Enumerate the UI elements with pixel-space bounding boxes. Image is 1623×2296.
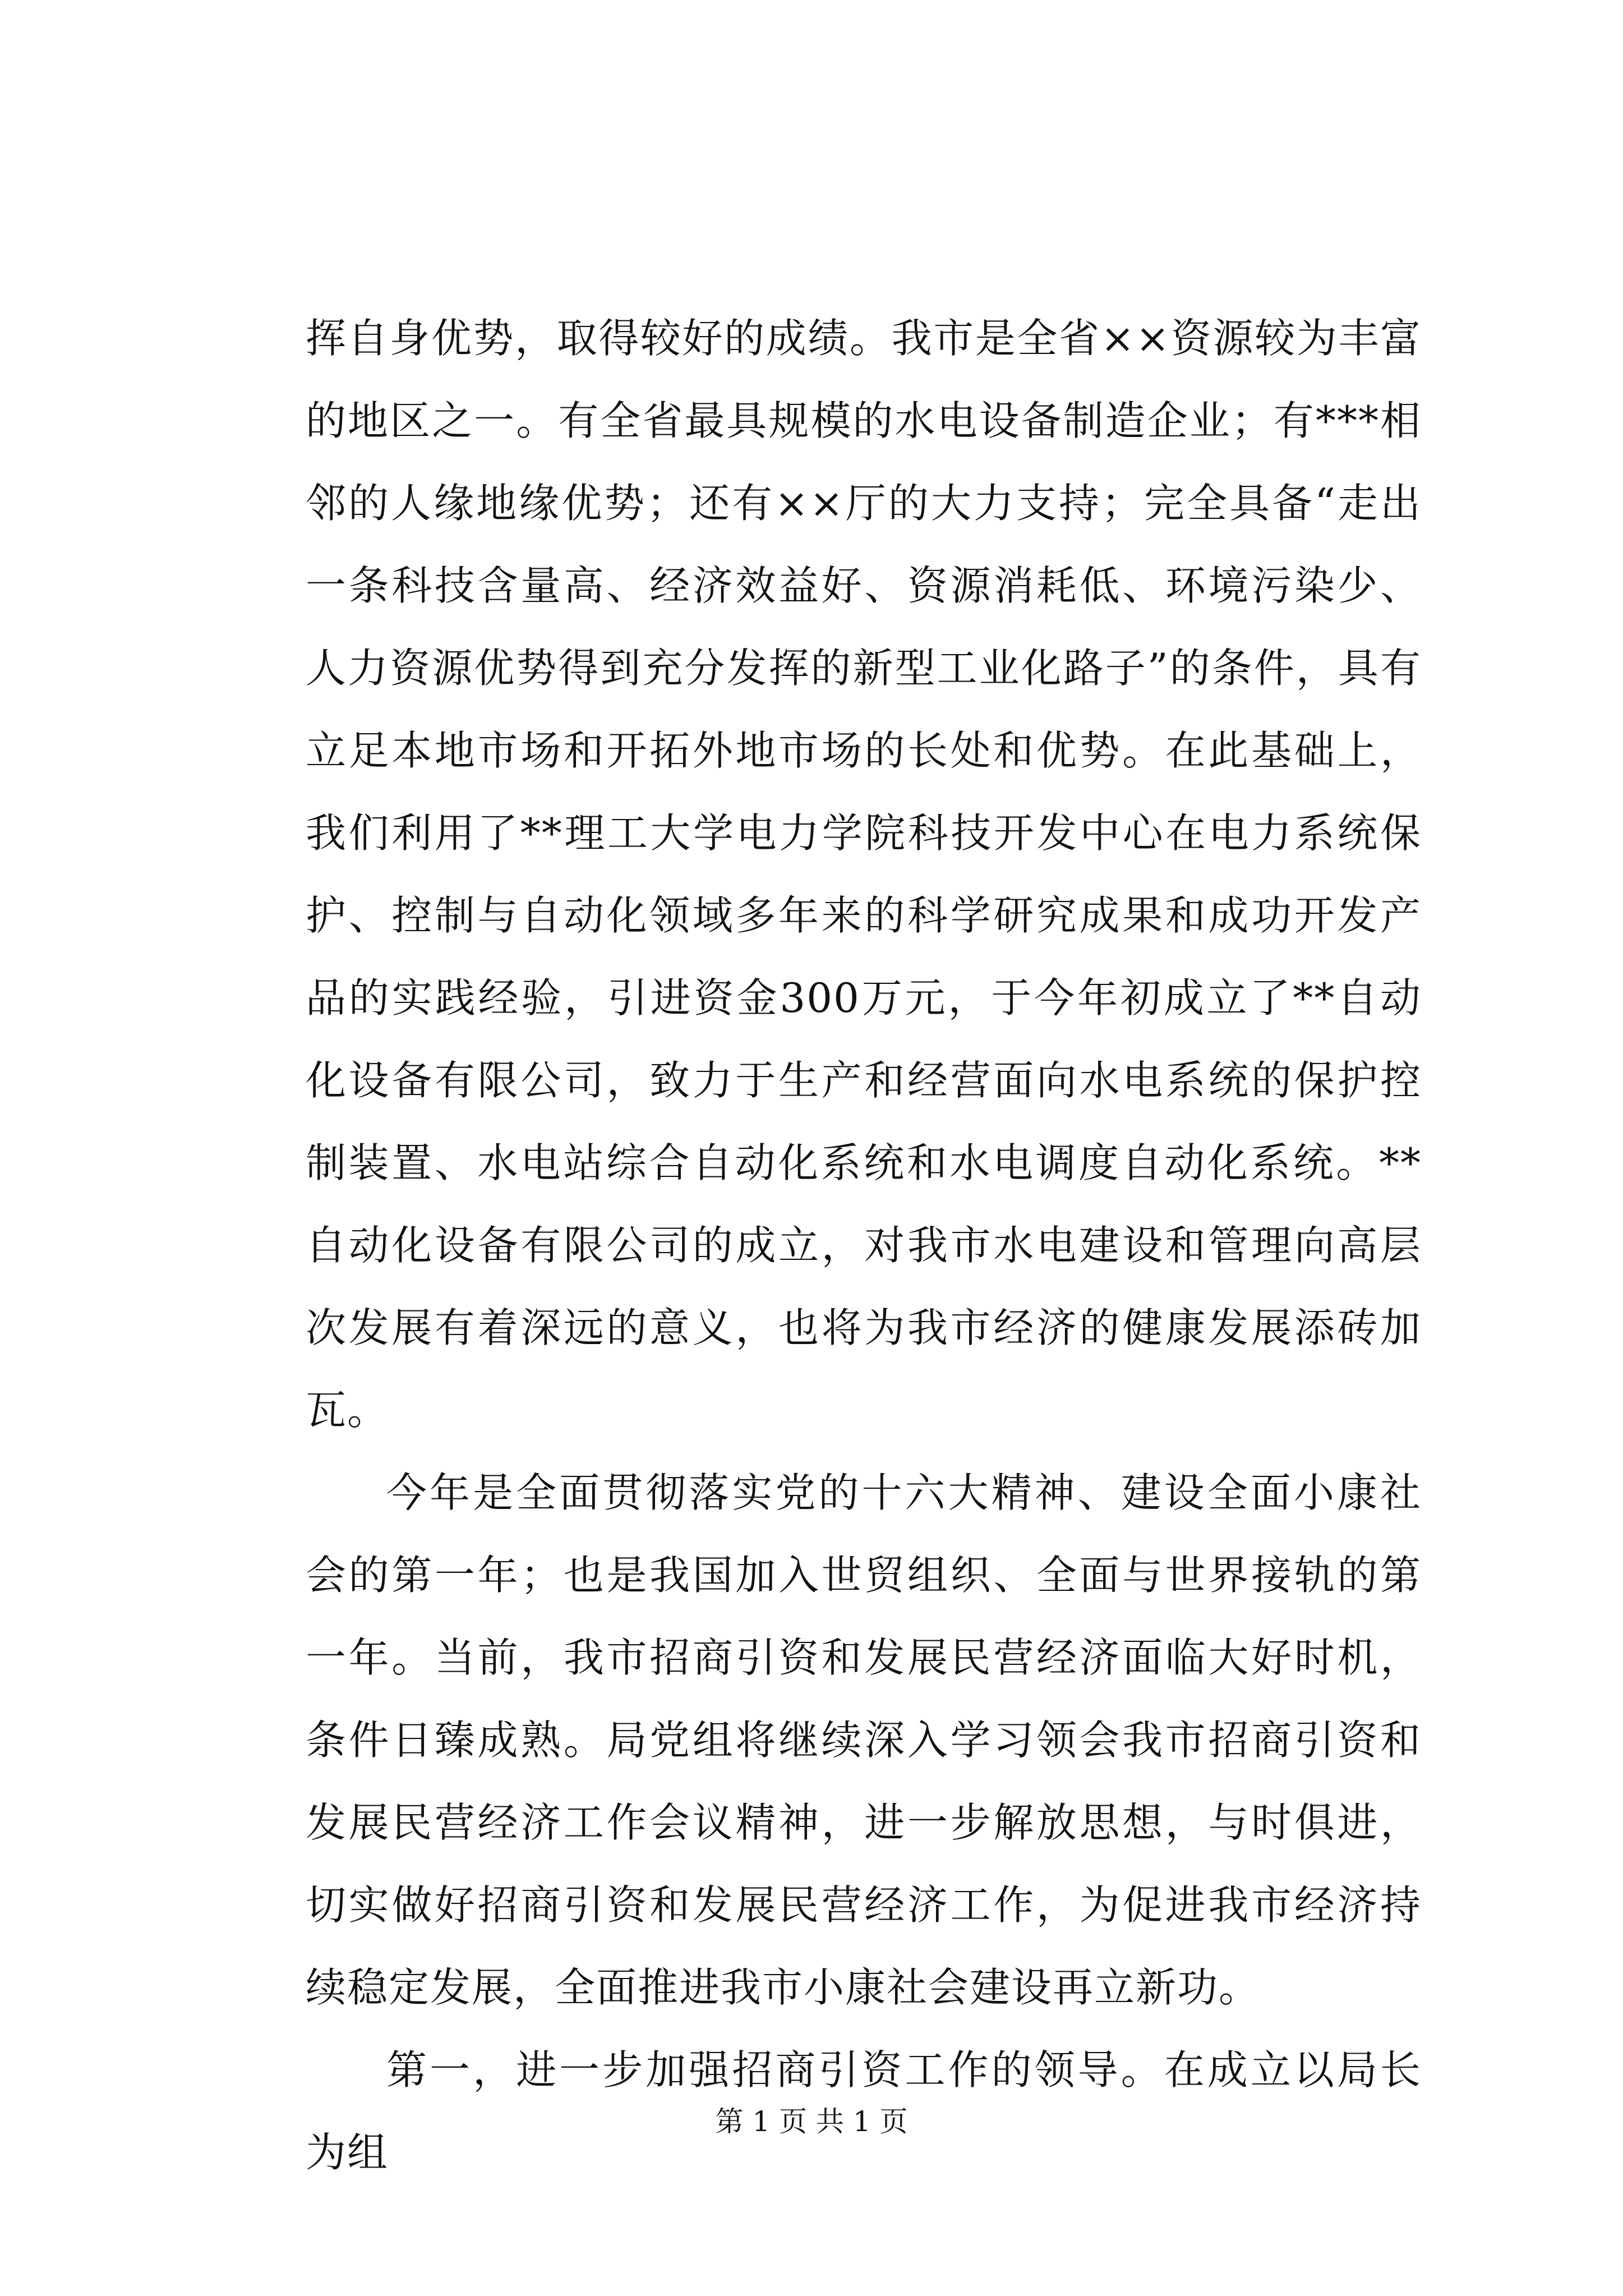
page-footer: 第 1 页 共 1 页 — [715, 2105, 908, 2138]
paragraph: 今年是全面贯彻落实党的十六大精神、建设全面小康社会的第一年；也是我国加入世贸组织、全面与世界接轨的第一年。当前，我市招商引资和发展民营经济面临大好时机，条件日臻成熟。局党组将继续深入学习领会我市招商引资和发展民营经济工作会议精神，进一步解放思想，与时俱进，切实做好招商引资和发展民营经济工作，为促进我市经济持续稳定发展，全面推进我市小康社会建设再立新功。 — [306, 1469, 1422, 2011]
paragraph-continued: 挥自身优势，取得较好的成绩。我市是全省××资源较为丰富的地区之一。有全省最具规模的水电设备制造企业；有***相邻的人缘地缘优势；还有××厅的大力支持；完全具备“走出一条科技含量高、经济效益好、资源消耗低、环境污染少、人力资源优势得到充分发挥的新型工业化路子”的条件，具有立足本地市场和开拓外地市场的长处和优势。在此基础上，我们利用了**理工大学电力学院科技开发中心在电力系统保护、控制与自动化领域多年来的科学研究成果和成功开发产品的实践经验，引进资金300万元，于今年初成立了**自动化设备有限公司，致力于生产和经营面向水电系统的保护控制装置、水电站综合自动化系统和水电调度自动化系统。**自动化设备有限公司的成立，对我市水电建设和管理向高层次发展有着深远的意义，也将为我市经济的健康发展添砖加瓦。 — [306, 315, 1422, 1434]
document-body — [306, 297, 1422, 2194]
paragraph: 第一，进一步加强招商引资工作的领导。在成立以局长为组 — [306, 2046, 1422, 2176]
